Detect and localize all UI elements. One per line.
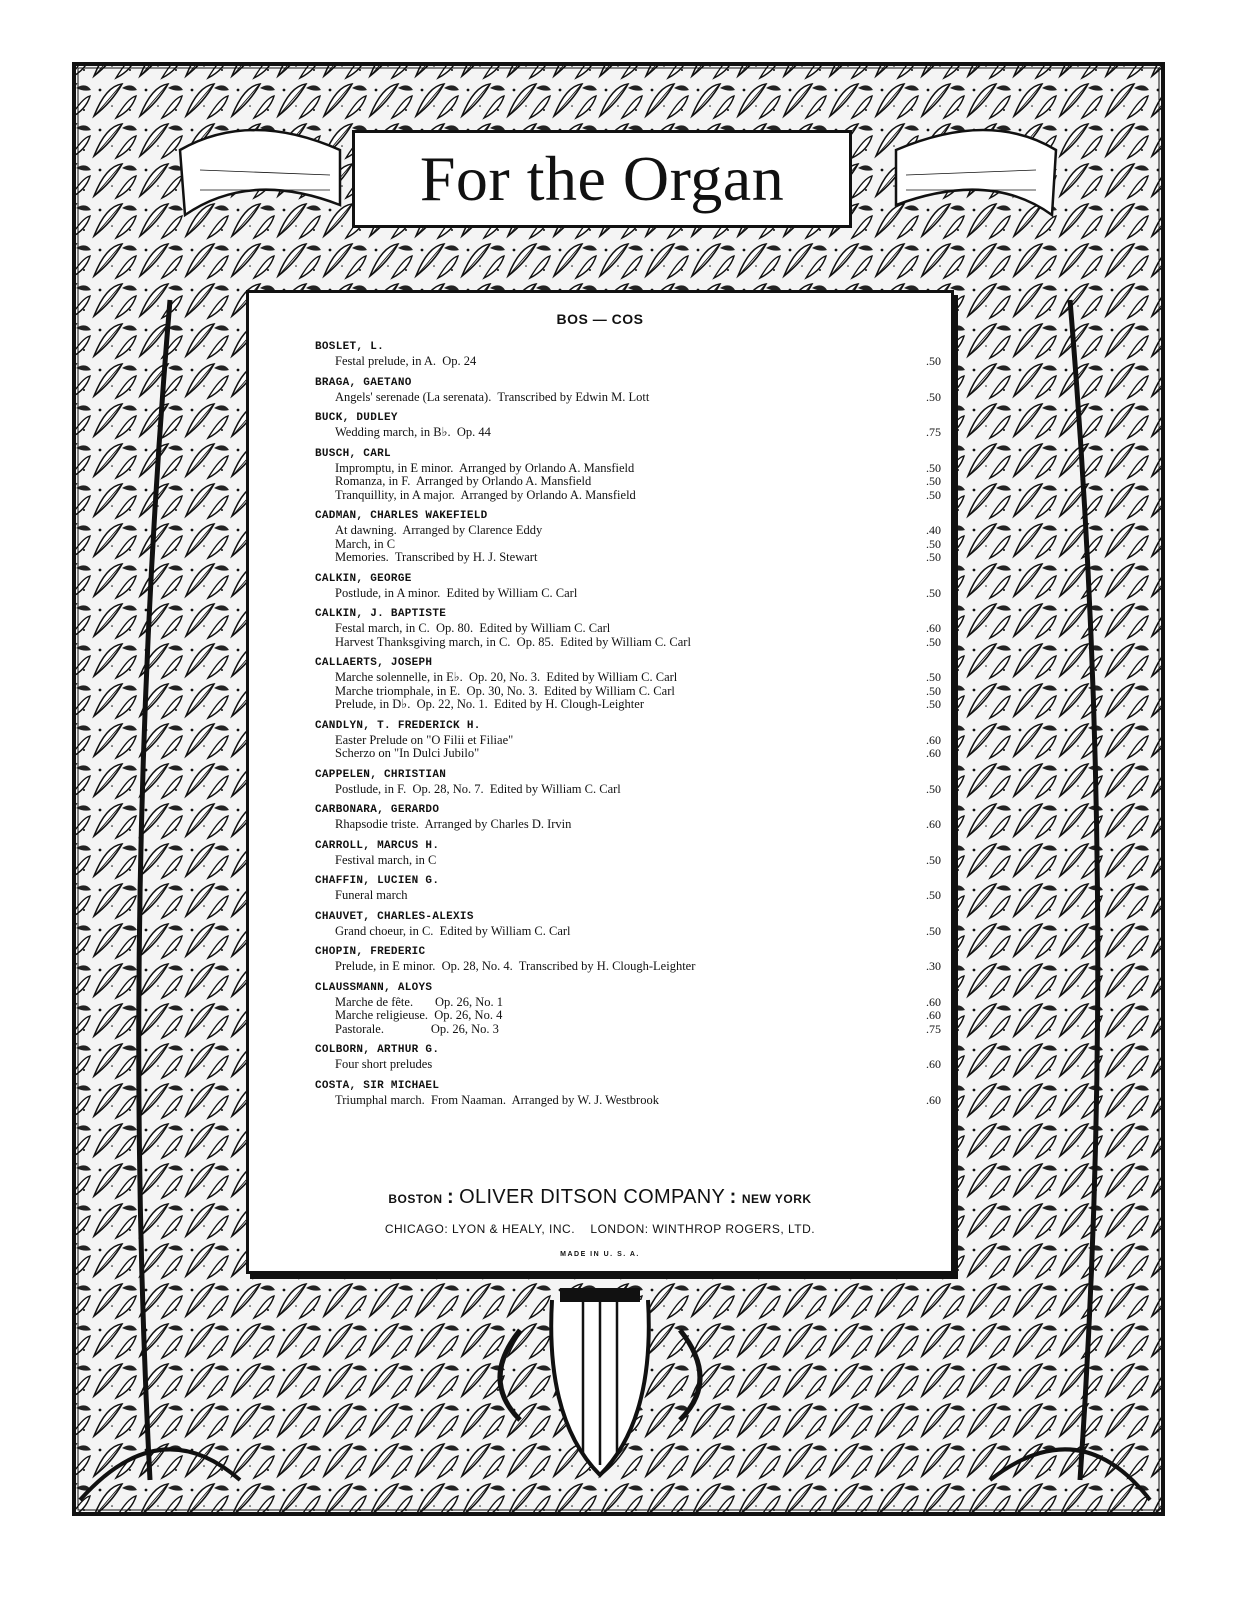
work-row (315, 959, 941, 974)
work-price: .60 (926, 1092, 941, 1107)
composer-entry (315, 871, 941, 903)
composer-name: CANDLYN, T. FREDERICK H. (315, 719, 481, 732)
work-row (315, 389, 941, 405)
work-price: .60 (926, 1008, 941, 1022)
work-list (315, 852, 941, 868)
work-price: .60 (926, 817, 941, 831)
work-title: Grand choeur, in C. Edited by William C. Carl (335, 923, 571, 938)
composer-name: COLBORN, ARTHUR G. (315, 1044, 440, 1056)
work-price: .50 (926, 852, 941, 867)
work-row (315, 746, 941, 761)
composer-entry (315, 569, 941, 601)
work-title: Easter Prelude on "O Filii et Filiae" (335, 732, 514, 747)
work-price: .50 (926, 634, 941, 649)
work-row (315, 1092, 941, 1108)
composer-heading (315, 942, 915, 957)
composer-name: CALKIN, GEORGE (315, 572, 412, 585)
work-row (315, 923, 941, 939)
work-list (315, 1092, 941, 1108)
work-title: Pastorale. Op. 26, No. 3 (335, 1021, 499, 1036)
work-list (315, 732, 941, 761)
publisher-separator: : (729, 1186, 742, 1208)
composer-entry (315, 1040, 941, 1072)
work-title: Marche solennelle, in E♭. Op. 20, No. 3. Edited by William C. Carl (335, 670, 678, 684)
work-title: March, in C (335, 536, 396, 551)
composer-heading (315, 907, 915, 922)
composer-name: CALLAERTS, JOSEPH (315, 657, 433, 669)
composer-name: BUSCH, CARL (315, 447, 391, 460)
composer-name: CHAUVET, CHARLES-ALEXIS (315, 910, 474, 923)
work-price: .50 (926, 697, 941, 711)
agents-line: CHICAGO: LYON & HEALY, INC. LONDON: WINTHROP ROGERS, LTD. (384, 1222, 816, 1236)
composer-name: CHOPIN, FREDERIC (315, 946, 426, 958)
work-row (315, 1057, 941, 1072)
composer-entry (315, 836, 941, 868)
work-list (315, 670, 941, 712)
composer-heading (315, 653, 915, 668)
made-in-note: MADE IN U. S. A. (560, 1251, 640, 1258)
work-title: Rhapsodie triste. Arranged by Charles D. Irvin (335, 817, 572, 831)
work-row (315, 487, 941, 503)
composer-entry (315, 604, 941, 649)
work-row (315, 781, 941, 797)
work-title: Wedding march, in B♭. Op. 44 (335, 425, 491, 439)
work-price: .75 (926, 1021, 941, 1036)
work-title: Marche triomphale, in E. Op. 30, No. 3. Edited by William C. Carl (335, 683, 675, 698)
work-row (315, 683, 941, 699)
work-list (315, 959, 941, 974)
publisher-city-left: BOSTON (388, 1192, 443, 1206)
work-price: .50 (926, 354, 941, 368)
composer-heading (315, 444, 915, 459)
work-list (315, 994, 941, 1037)
composer-heading (315, 408, 915, 423)
work-row (315, 425, 941, 440)
work-title: Impromptu, in E minor. Arranged by Orlando A. Mansfield (335, 460, 635, 475)
composer-heading (315, 337, 915, 352)
work-row (315, 817, 941, 832)
composer-name: BUCK, DUDLEY (315, 412, 398, 424)
composer-name: CHAFFIN, LUCIEN G. (315, 875, 440, 887)
composer-entry (315, 800, 941, 832)
composer-heading (315, 800, 915, 815)
work-price: .50 (926, 585, 941, 600)
work-row (315, 994, 941, 1010)
work-price: .50 (926, 670, 941, 684)
work-row (315, 621, 941, 636)
work-title: Postlude, in A minor. Edited by William C. Carl (335, 585, 578, 600)
work-title: Scherzo on "In Dulci Jubilo" (335, 746, 480, 760)
composer-entry (315, 337, 941, 369)
work-price: .60 (926, 732, 941, 747)
work-title: Angels' serenade (La serenata). Transcribed by Edwin M. Lott (335, 389, 650, 404)
work-row (315, 888, 941, 903)
work-list (315, 389, 941, 405)
composer-entry (315, 373, 941, 405)
work-list (315, 888, 941, 903)
composer-heading (315, 978, 915, 993)
work-title: Triumphal march. From Naaman. Arranged by W. J. Westbrook (335, 1092, 659, 1107)
publisher-company: OLIVER DITSON COMPANY (459, 1186, 726, 1208)
work-title: Harvest Thanksgiving march, in C. Op. 85. Edited by William C. Carl (335, 634, 691, 649)
work-title: Tranquillity, in A major. Arranged by Orlando A. Mansfield (335, 487, 636, 502)
work-title: Festal prelude, in A. Op. 24 (335, 354, 477, 368)
work-price: .60 (926, 621, 941, 635)
work-price: .50 (926, 389, 941, 404)
catalog-panel (246, 290, 954, 1274)
work-list (315, 460, 941, 503)
work-title: Memories. Transcribed by H. J. Stewart (335, 550, 538, 564)
publisher-line (249, 1186, 951, 1209)
work-list (315, 523, 941, 565)
composer-entry (315, 506, 941, 565)
work-title: Postlude, in F. Op. 28, No. 7. Edited by William C. Carl (335, 781, 621, 796)
work-row (315, 550, 941, 565)
work-list (315, 1057, 941, 1072)
catalog-range-heading: BOS — COS (556, 311, 644, 327)
work-title: Festal march, in C. Op. 80. Edited by William C. Carl (335, 621, 611, 635)
composer-heading (315, 765, 915, 780)
work-row (315, 732, 941, 748)
work-row (315, 460, 941, 476)
composer-heading (315, 716, 915, 731)
composer-name: BRAGA, GAETANO (315, 376, 412, 389)
work-title: Prelude, in E minor. Op. 28, No. 4. Transcribed by H. Clough-Leighter (335, 959, 696, 973)
work-title: Marche religieuse. Op. 26, No. 4 (335, 1008, 503, 1022)
work-price: .50 (926, 781, 941, 796)
work-list (315, 425, 941, 440)
work-price: .50 (926, 460, 941, 475)
work-row (315, 474, 941, 489)
work-row (315, 634, 941, 650)
work-title: Funeral march (335, 888, 408, 902)
work-list (315, 621, 941, 649)
composer-heading (315, 1040, 915, 1055)
work-row (315, 852, 941, 868)
work-row (315, 523, 941, 538)
composer-entry (315, 408, 941, 440)
title-banner (352, 130, 852, 228)
page-title: For the Organ (419, 143, 785, 214)
work-price: .50 (926, 536, 941, 551)
work-row (315, 354, 941, 369)
composer-heading (315, 506, 915, 521)
work-price: .30 (926, 959, 941, 973)
composer-entry (315, 716, 941, 761)
work-price: .60 (926, 746, 941, 760)
work-row (315, 697, 941, 712)
work-row (315, 670, 941, 685)
composer-entry (315, 653, 941, 712)
work-row (315, 536, 941, 552)
work-price: .50 (926, 888, 941, 902)
work-row (315, 1021, 941, 1037)
composer-name: CALKIN, J. BAPTISTE (315, 608, 447, 620)
work-title: Festival march, in C (335, 852, 437, 867)
composer-entry (315, 942, 941, 974)
work-price: .50 (926, 550, 941, 564)
composer-name: CADMAN, CHARLES WAKEFIELD (315, 510, 488, 522)
work-price: .50 (926, 474, 941, 488)
work-row (315, 585, 941, 601)
work-list (315, 585, 941, 601)
composer-name: COSTA, SIR MICHAEL (315, 1079, 440, 1092)
work-list (315, 817, 941, 832)
composer-heading (315, 569, 915, 584)
composer-entry (315, 978, 941, 1037)
work-price: .40 (926, 523, 941, 537)
composer-name: BOSLET, L. (315, 341, 385, 353)
work-price: .60 (926, 994, 941, 1009)
composer-heading (315, 871, 915, 886)
work-price: .60 (926, 1057, 941, 1071)
composer-entry (315, 907, 941, 939)
work-list (315, 781, 941, 797)
work-price: .50 (926, 683, 941, 698)
work-title: Prelude, in D♭. Op. 22, No. 1. Edited by H. Clough-Leighter (335, 697, 644, 711)
composer-heading (315, 373, 915, 388)
composer-name: CLAUSSMANN, ALOYS (315, 981, 433, 994)
composer-name: CARBONARA, GERARDO (315, 804, 440, 816)
work-list (315, 923, 941, 939)
catalog-entries (315, 333, 941, 1107)
work-row (315, 1008, 941, 1023)
composer-heading (315, 836, 915, 851)
work-title: Four short preludes (335, 1057, 433, 1071)
composer-heading (315, 604, 915, 619)
composer-entry (315, 444, 941, 503)
composer-heading (315, 1076, 915, 1091)
work-price: .75 (926, 425, 941, 439)
work-title: Romanza, in F. Arranged by Orlando A. Mansfield (335, 474, 592, 488)
composer-name: CARROLL, MARCUS H. (315, 839, 440, 852)
work-title: Marche de fête. Op. 26, No. 1 (335, 994, 504, 1009)
composer-name: CAPPELEN, CHRISTIAN (315, 768, 447, 781)
composer-entry (315, 765, 941, 797)
work-title: At dawning. Arranged by Clarence Eddy (335, 523, 543, 537)
publisher-separator: : (446, 1186, 460, 1208)
work-price: .50 (926, 487, 941, 502)
publisher-city-right: NEW YORK (741, 1192, 812, 1206)
composer-entry (315, 1076, 941, 1108)
work-list (315, 354, 941, 369)
work-price: .50 (926, 923, 941, 938)
